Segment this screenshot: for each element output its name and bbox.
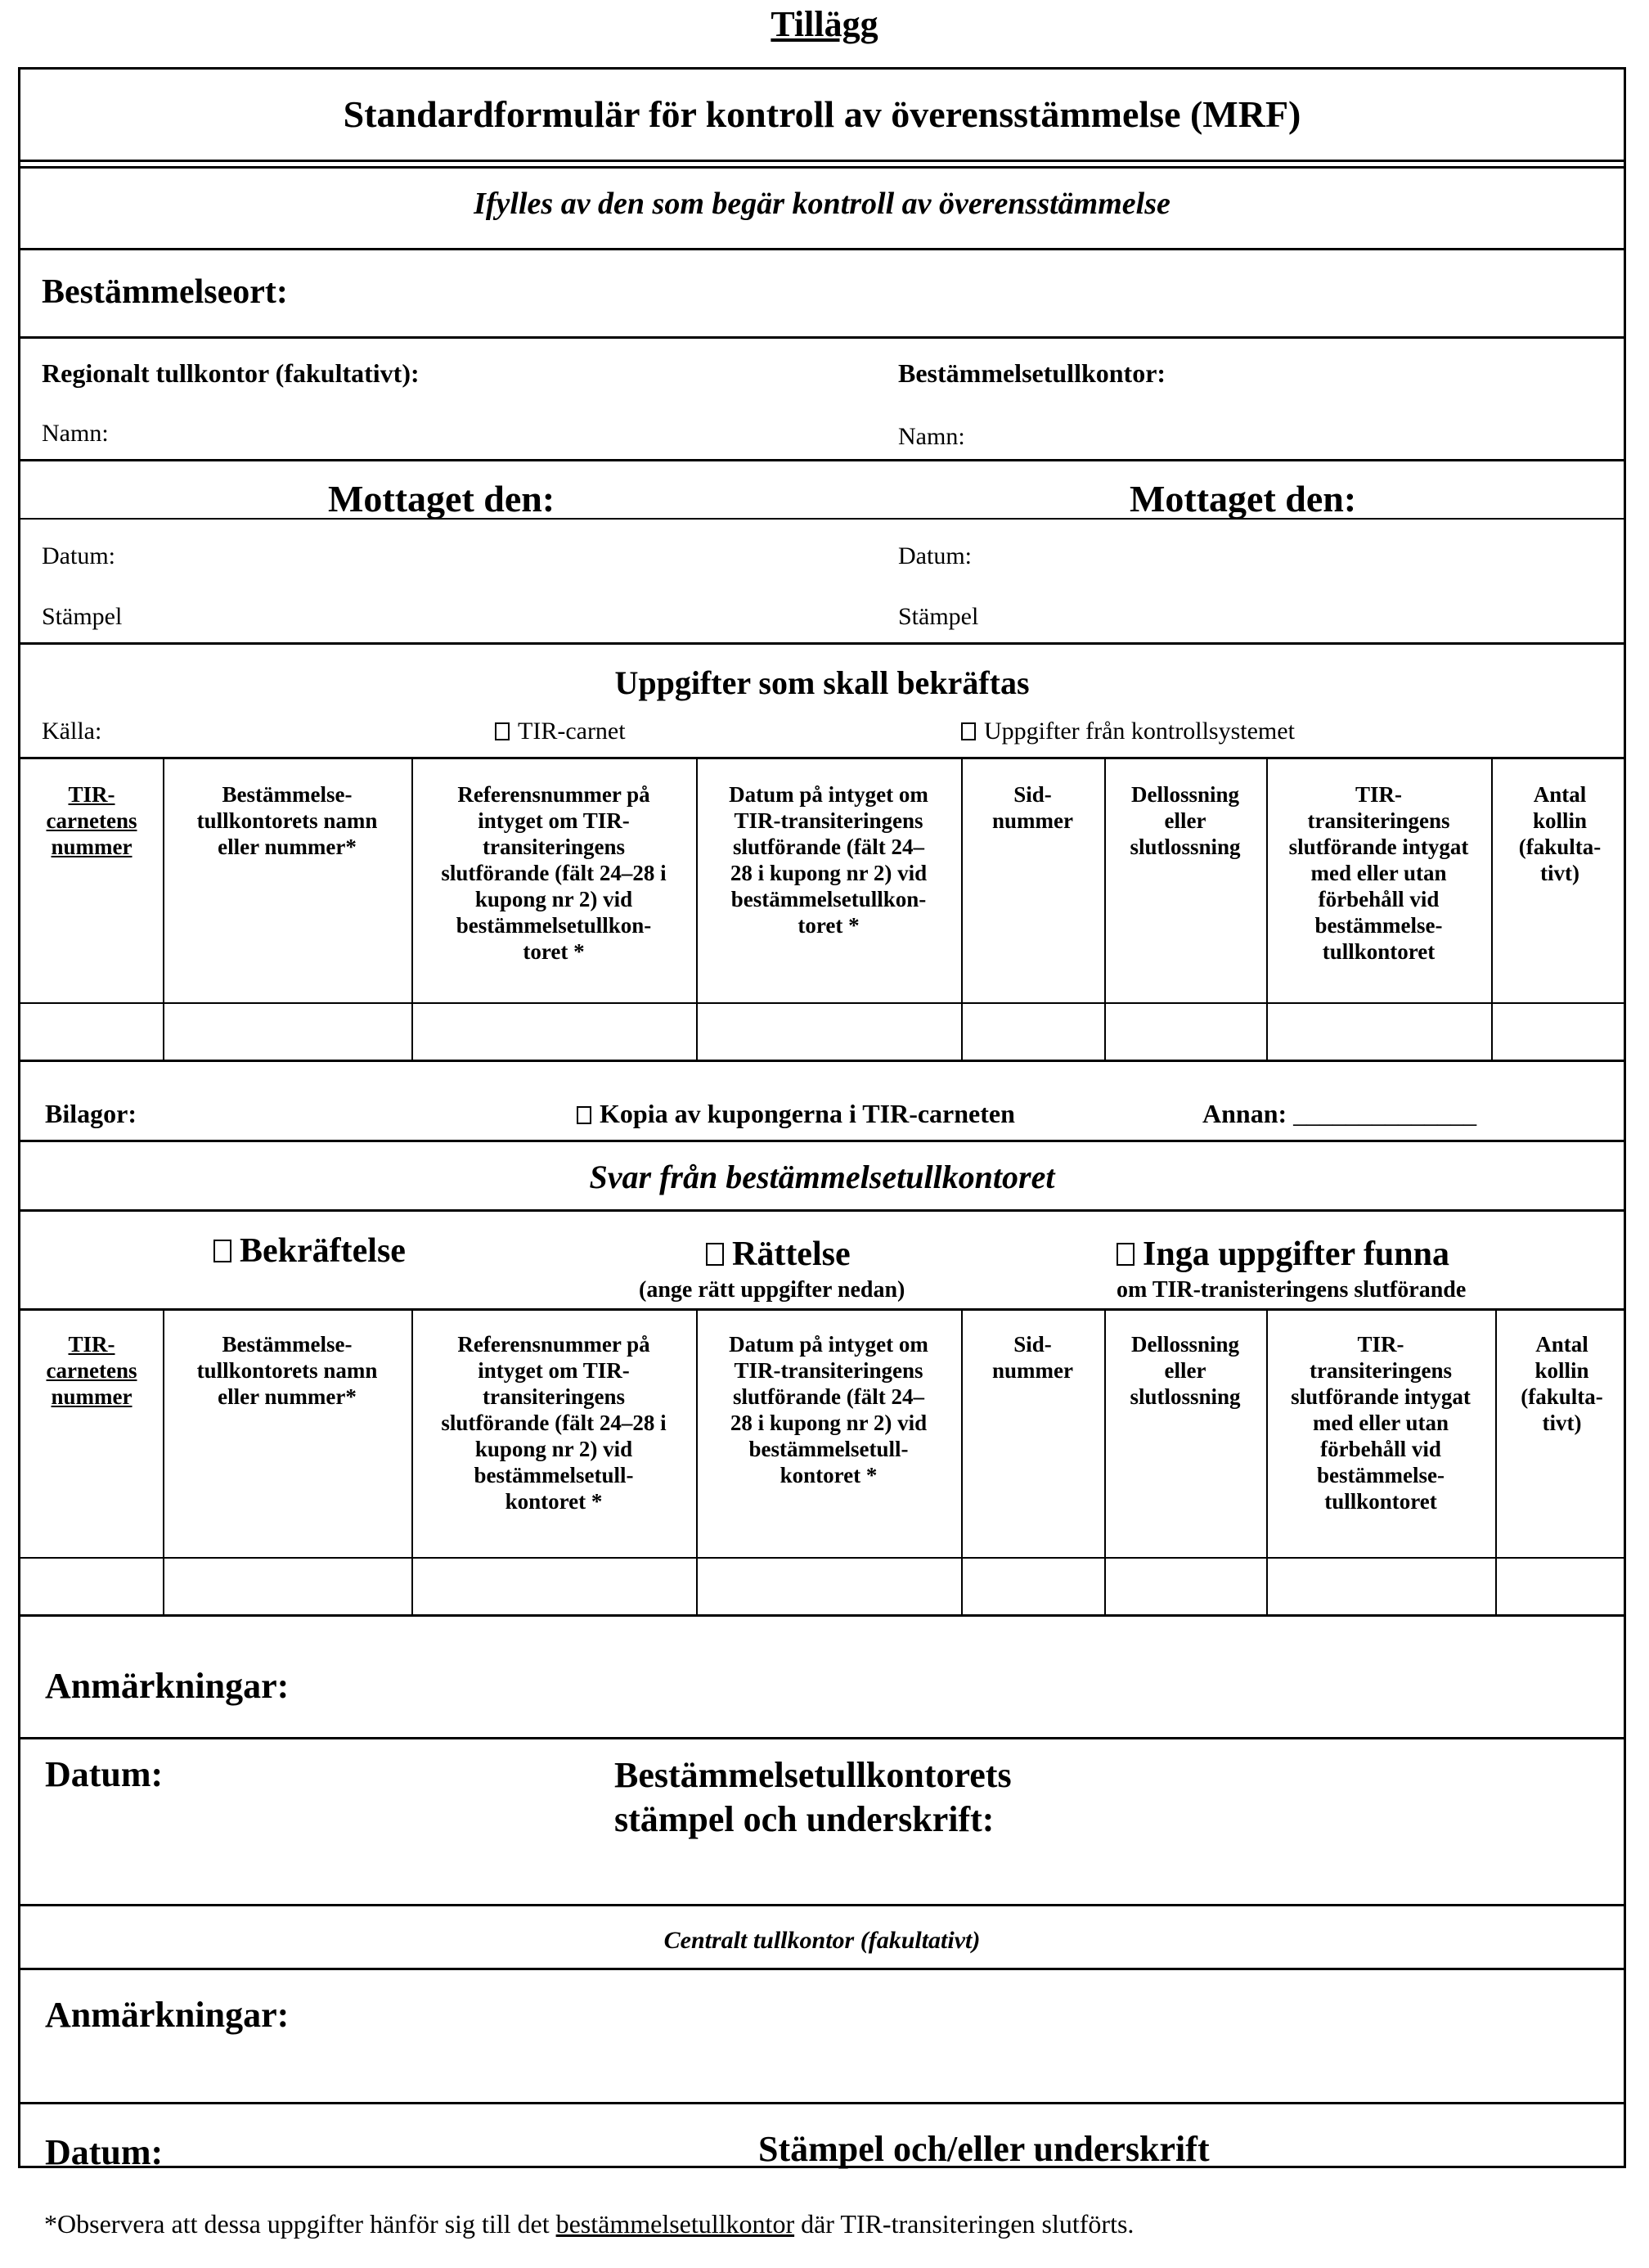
reply-option-none-found[interactable]: Inga uppgifter funna — [1117, 1235, 1449, 1274]
destination-office-label: Bestämmelsetullkontor: — [898, 358, 1166, 388]
table2-header-carnet-number: TIR- carnetens nummer — [46, 1332, 137, 1409]
attachments-label: Bilagor: — [45, 1099, 137, 1128]
data-to-confirm-heading: Uppgifter som skall bekräftas — [614, 664, 1030, 701]
remarks-field-2[interactable]: Anmärkningar: — [45, 1995, 290, 2035]
received-label-right: Mottaget den: — [1130, 478, 1357, 520]
remarks-field-1[interactable]: Anmärkningar: — [45, 1666, 290, 1706]
table1-header-office-name: Bestämmelse- tullkontorets namn eller nummer* — [196, 782, 378, 859]
received-date-field-left[interactable]: Datum: — [42, 542, 115, 569]
none-found-note: om TIR-tranisteringens slutförande — [1117, 1277, 1467, 1303]
source-label: Källa: — [42, 718, 102, 745]
table1-header-reference-number: Referensnummer på intyget om TIR- transiteringens slutförande (fält 24–28 i kupong nr 2) vid bestämmelsetullkon- toret * — [441, 782, 667, 964]
table2-header-office-name: Bestämmelse- tullkontorets namn eller nummer* — [196, 1332, 378, 1409]
page-title: Tillägg — [771, 4, 878, 44]
checkbox-icon[interactable] — [577, 1106, 591, 1124]
table1-header-carnet-number: TIR- carnetens nummer — [46, 782, 137, 859]
table2-header-packages: Antal kollin (fakulta- tivt) — [1521, 1332, 1603, 1435]
received-label-left: Mottaget den: — [328, 478, 555, 520]
data-table-1 — [20, 757, 1624, 1060]
checkbox-icon[interactable] — [961, 722, 976, 740]
table1-header-termination: TIR- transiteringens slutförande intygat med eller utan förbehåll vid bestämmelse- tullkontoret — [1288, 782, 1469, 964]
final-date-field[interactable]: Datum: — [45, 1754, 164, 1794]
stamp-field-right[interactable]: Stämpel — [898, 603, 979, 630]
reply-option-confirm[interactable]: Bekräftelse — [213, 1231, 406, 1271]
office-signature-field[interactable]: Bestämmelsetullkontorets stämpel och underskrift: — [614, 1755, 1012, 1839]
requester-heading: Ifylles av den som begär kontroll av överensstämmelse — [474, 187, 1170, 221]
table1-header-unloading: Dellossning eller slutlossning — [1130, 782, 1241, 859]
source-option-tir-carnet[interactable]: TIR-carnet — [495, 718, 626, 745]
checkbox-icon[interactable] — [213, 1240, 231, 1262]
data-table-2 — [20, 1308, 1624, 1614]
table1-header-page-number: Sid- nummer — [992, 782, 1073, 833]
table2-header-reference-number: Referensnummer på intyget om TIR- transiteringens slutförande (fält 24–28 i kupong nr 2) vid bestämmelsetull- kontoret * — [441, 1332, 667, 1514]
source-option-control-system[interactable]: Uppgifter från kontrollsystemet — [961, 718, 1295, 745]
table2-header-termination: TIR- transiteringens slutförande intygat med eller utan förbehåll vid bestämmelse- tullkontoret — [1291, 1332, 1471, 1514]
form-heading: Standardformulär för kontroll av överensstämmelse (MRF) — [343, 93, 1301, 135]
regional-name-field[interactable]: Namn: — [42, 420, 109, 447]
checkbox-icon[interactable] — [495, 722, 510, 740]
correction-note: (ange rätt uppgifter nedan) — [639, 1277, 905, 1303]
table2-header-certificate-date: Datum på intyget om TIR-transiteringens slutförande (fält 24– 28 i kupong nr 2) vid bestämmelsetull- kontoret * — [729, 1332, 928, 1487]
central-office-heading: Centralt tullkontor (fakultativt) — [663, 1927, 981, 1954]
table1-header-packages: Antal kollin (fakulta- tivt) — [1518, 782, 1602, 885]
table2-header-unloading: Dellossning eller slutlossning — [1130, 1332, 1241, 1409]
attachment-option-copy[interactable]: Kopia av kupongerna i TIR-carneten — [577, 1099, 1015, 1129]
central-date-field[interactable]: Datum: — [45, 2132, 164, 2172]
checkbox-icon[interactable] — [1117, 1243, 1135, 1266]
checkbox-icon[interactable] — [706, 1243, 724, 1266]
stamp-field-left[interactable]: Stämpel — [42, 603, 123, 630]
footnote: *Observera att dessa uppgifter hänför sig till det bestämmelsetullkontor där TIR-transiteringen slutförts. — [44, 2209, 1135, 2239]
table2-header-page-number: Sid- nummer — [992, 1332, 1073, 1383]
destination-name-field[interactable]: Namn: — [898, 423, 965, 450]
received-date-field-right[interactable]: Datum: — [898, 542, 972, 569]
mrf-form — [18, 67, 1626, 2172]
central-signature-field[interactable]: Stämpel och/eller underskrift — [758, 2129, 1210, 2169]
attachment-other-field[interactable]: Annan: ______________ — [1202, 1099, 1477, 1128]
reply-heading: Svar från bestämmelsetullkontoret — [589, 1159, 1055, 1195]
table1-header-certificate-date: Datum på intyget om TIR-transiteringens slutförande (fält 24– 28 i kupong nr 2) vid bestämmelsetullkon- toret * — [729, 782, 928, 938]
destination-label: Bestämmelseort: — [42, 273, 288, 311]
reply-option-correction[interactable]: Rättelse — [706, 1235, 851, 1274]
regional-office-label: Regionalt tullkontor (fakultativt): — [42, 358, 420, 388]
